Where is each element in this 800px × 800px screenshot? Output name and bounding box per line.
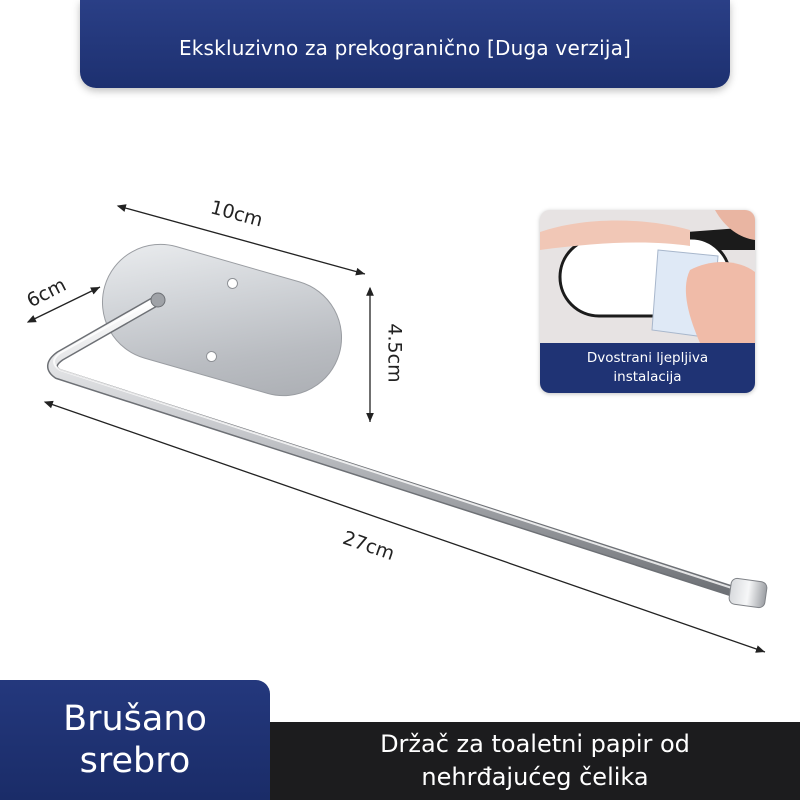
depth-dimension-label: 6cm bbox=[23, 273, 70, 313]
installation-photo bbox=[540, 210, 755, 343]
width-dimension-label: 10cm bbox=[208, 196, 266, 232]
inset-caption bbox=[540, 343, 755, 393]
inset-caption-line2: instalacija bbox=[613, 369, 682, 385]
color-name-line1: Brušano bbox=[63, 699, 207, 739]
inset-caption-line1: Dvostrani ljepljiva bbox=[586, 350, 709, 366]
banner-title: Ekskluzivno za prekogranično [Duga verzija] bbox=[178, 36, 632, 60]
installation-inset bbox=[540, 210, 755, 393]
height-dimension-label: 4.5cm bbox=[383, 323, 406, 383]
description-line2: nehrđajućeg čelika bbox=[421, 763, 649, 791]
color-badge bbox=[0, 680, 270, 800]
length-dimension-arrow bbox=[45, 402, 765, 652]
length-dimension-label: 27cm bbox=[339, 526, 398, 566]
rod-end-cap bbox=[728, 578, 767, 609]
description-bar bbox=[270, 722, 800, 800]
description-line1: Držač za toaletni papir od bbox=[380, 730, 690, 758]
color-name-line2: srebro bbox=[79, 741, 191, 781]
